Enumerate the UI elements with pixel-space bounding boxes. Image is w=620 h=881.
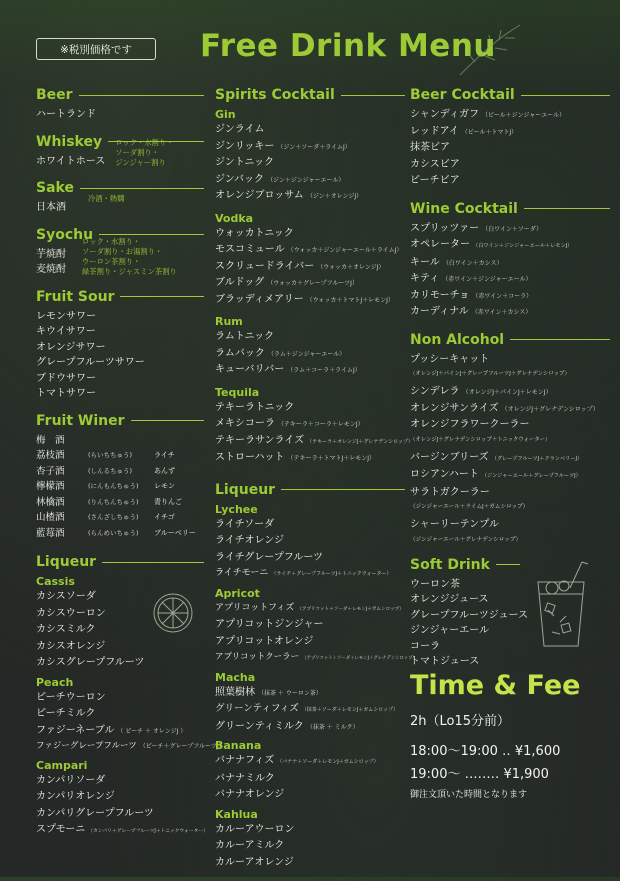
menu-item xyxy=(215,822,405,839)
wine-fruit: イチゴ xyxy=(154,513,175,521)
item-note: （ジンジャーエール＋グレープフルーツJ） xyxy=(481,473,581,479)
item-name: ジントニック xyxy=(215,157,274,168)
wine-name: 山楂酒 xyxy=(36,512,65,523)
group-heading: Cassis xyxy=(36,575,75,588)
serving-note xyxy=(115,138,173,170)
item-note: （ラム＋ジンジャーエール） xyxy=(267,350,346,358)
item-name: カシスビア xyxy=(410,158,460,170)
menu-item: ハートランド xyxy=(36,109,96,120)
item-note: （ライチ＋グレープフルーツJ＋トニックウォーター） xyxy=(271,571,392,577)
item-name: カシスミルク xyxy=(36,624,96,635)
menu-item: キウイサワー xyxy=(36,326,96,337)
item-note: （テキーラ＋コーラ＋レモンJ） xyxy=(277,421,364,428)
menu-item xyxy=(215,450,405,467)
item-note: （オレンジJ＋パインJ＋グレープフルーツJ＋グレナデンシロップ） xyxy=(410,371,570,377)
item-name: ロシアンハート xyxy=(410,469,479,480)
wine-reading: (にんもんちゅう) xyxy=(88,482,139,490)
item-name: オレンジサンライズ xyxy=(410,402,499,414)
item-note: （オレンジJ＋パインJ＋レモンJ） xyxy=(462,389,552,396)
menu-item: グレープフルーツサワー xyxy=(36,357,145,368)
menu-item xyxy=(410,304,610,321)
heading-text: Whiskey xyxy=(36,133,103,150)
wine-name: 杏子酒 xyxy=(36,465,65,477)
note-line: ウーロン茶割り・ xyxy=(82,256,141,266)
heading-rule xyxy=(524,208,610,209)
group-heading: Rum xyxy=(215,315,243,328)
menu-item xyxy=(215,650,418,667)
item-name: シャーリーテンプル xyxy=(410,519,499,530)
menu-item xyxy=(410,417,610,433)
menu-item: 日本酒 xyxy=(36,202,66,213)
item-name: カルーアウーロン xyxy=(215,823,295,835)
fruit-wine-row xyxy=(36,526,204,542)
page-title: Free Drink Menu xyxy=(200,28,496,64)
item-name: アプリコットオレンジ xyxy=(215,635,314,647)
item-name: ラムトニック xyxy=(215,331,275,342)
item-name: レッドアイ xyxy=(410,125,459,137)
menu-item xyxy=(410,124,610,141)
serving-note xyxy=(88,194,124,216)
group-heading: Macha xyxy=(215,670,256,684)
heading-rule xyxy=(131,420,204,421)
section-spirits-cocktail xyxy=(215,86,414,467)
item-note: （ ピーチ ＋ オレンジJ ） xyxy=(117,727,187,735)
item-name: オレンジフラワークーラー xyxy=(410,419,530,430)
menu-item: 芋焼酎 xyxy=(36,248,66,260)
menu-item xyxy=(410,221,610,238)
item-name: アプリコットフィズ xyxy=(215,602,295,613)
section-heading xyxy=(36,288,204,306)
item-name: ブラッディメアリー xyxy=(215,293,304,305)
item-name: ライチグレープフルーツ xyxy=(215,551,323,563)
note-line: ソーダ割り・お湯割り・ xyxy=(82,246,163,256)
menu-item xyxy=(215,188,405,205)
note-line: ロック・水割り・ xyxy=(82,236,141,246)
time-note: 御注文頂いた時間となります xyxy=(410,790,528,800)
menu-item xyxy=(215,617,405,634)
menu-item: オレンジサワー xyxy=(36,341,106,353)
heading-text: Beer Cocktail xyxy=(410,87,515,103)
fruit-wine-row xyxy=(36,495,204,511)
menu-item-note-line xyxy=(410,433,610,446)
group-heading: Gin xyxy=(215,108,236,121)
menu-item xyxy=(36,773,204,790)
item-note: （カンパリ＋グレープフルーツJ＋トニックウォーター） xyxy=(88,829,209,834)
wine-name: 藍莓酒 xyxy=(36,527,65,539)
menu-item xyxy=(215,855,405,872)
menu-item xyxy=(36,706,204,723)
menu-item xyxy=(215,634,405,651)
group-heading: Peach xyxy=(36,675,74,689)
menu-item: ウーロン茶 xyxy=(410,578,460,590)
item-name: ライチオレンジ xyxy=(215,535,284,546)
wine-fruit: レモン xyxy=(154,482,175,490)
section-heading xyxy=(36,86,204,104)
menu-item xyxy=(36,723,204,740)
note-line: 緑茶割り・ジャスミン茶割り xyxy=(82,266,177,276)
item-name: カシスオレンジ xyxy=(36,640,106,652)
item-note: （抹茶 ＋ ミルク） xyxy=(306,723,359,731)
heading-text: Beer xyxy=(36,87,73,103)
item-note: （ジン＋オレンジJ） xyxy=(306,193,363,200)
item-name: アプリコットクーラー xyxy=(215,652,300,662)
item-note: （白ワイン＋ソーダ） xyxy=(482,225,543,233)
item-name: カンパリオレンジ xyxy=(36,791,115,802)
menu-item xyxy=(215,566,405,583)
menu-item: ブドウサワー xyxy=(36,372,96,384)
wine-reading: (さんざしちゅう) xyxy=(88,513,139,521)
menu-item xyxy=(215,242,405,259)
menu-item xyxy=(215,771,405,788)
item-note: （アプリコット＋ソーダ＋レモンJ＋ガムシロップ） xyxy=(297,606,404,612)
item-name: バナナフィズ xyxy=(215,755,275,766)
wine-reading: (らいちちゅう) xyxy=(88,451,133,459)
item-name: スプモーニ xyxy=(36,824,86,835)
menu-item xyxy=(215,346,405,363)
heading-text: Liqueur xyxy=(215,481,276,498)
item-name: ストローハット xyxy=(215,452,285,463)
lemon-icon xyxy=(150,590,196,636)
item-note: （赤ワイン＋ジンジャーエール） xyxy=(442,276,532,283)
item-name: ライチソーダ xyxy=(215,518,275,530)
menu-item xyxy=(215,329,405,346)
group-heading: Lychee xyxy=(215,502,258,516)
heading-rule xyxy=(521,95,610,96)
item-note: （テキーラ＋トマトJ＋レモンJ） xyxy=(287,455,376,462)
item-name: サラトガクーラー xyxy=(410,486,490,498)
item-name: オペレーター xyxy=(410,239,470,250)
menu-item xyxy=(215,226,405,243)
heading-rule xyxy=(79,95,204,96)
heading-rule xyxy=(120,296,204,297)
item-note: （白ワイン＋カシス） xyxy=(442,259,503,267)
heading-text: Non Alcohol xyxy=(410,331,505,348)
menu-item xyxy=(36,739,225,755)
menu-item xyxy=(215,292,405,309)
section-heading xyxy=(215,86,405,104)
menu-item xyxy=(410,467,610,485)
item-name: カルーアオレンジ xyxy=(215,856,294,868)
menu-item: グレープフルーツジュース xyxy=(410,609,528,621)
menu-item xyxy=(215,517,405,534)
wine-fruit: あんず xyxy=(154,466,175,475)
menu-item xyxy=(215,139,405,156)
item-name: オレンジブロッサム xyxy=(215,190,304,201)
section-heading xyxy=(410,86,610,104)
wine-reading: (らんめいちゅう) xyxy=(88,528,139,537)
section-fruit-sour xyxy=(36,288,204,402)
wine-name: 梅 酒 xyxy=(36,434,65,446)
item-name: メキシコーラ xyxy=(215,418,275,429)
item-name: キティ xyxy=(410,273,440,284)
item-note: （抹茶 ＋ ウーロン茶） xyxy=(258,689,322,697)
menu-item xyxy=(410,450,610,468)
menu-item: トマトサワー xyxy=(36,388,96,399)
item-name: ブルドッグ xyxy=(215,277,265,288)
heading-text: Fruit Sour xyxy=(36,288,115,305)
wine-name: 檸檬酒 xyxy=(36,481,65,492)
item-name: ジンライム xyxy=(215,124,265,135)
item-name: ウォッカトニック xyxy=(215,227,294,239)
item-note: （ビール＋トマトJ） xyxy=(461,128,518,136)
menu-item xyxy=(215,433,414,451)
group-heading: Tequila xyxy=(215,385,260,399)
heading-rule xyxy=(281,489,405,490)
section-syochu xyxy=(36,226,204,278)
menu-item xyxy=(215,416,405,433)
herb-icon xyxy=(455,20,525,80)
menu-item xyxy=(215,753,405,771)
item-name: テキーラサンライズ xyxy=(215,434,305,446)
item-name: カシスグレープフルーツ xyxy=(36,657,145,668)
heading-rule xyxy=(99,234,204,235)
menu-item xyxy=(36,690,204,707)
serving-note xyxy=(82,237,177,278)
item-name: グリーンティミルク xyxy=(215,720,304,732)
section-heading xyxy=(410,556,520,574)
item-name: ファジーネーブル xyxy=(36,724,115,736)
heading-rule xyxy=(496,564,520,565)
item-note: （抹茶＋ソーダ＋レモンJ＋ガムシロップ） xyxy=(301,707,399,713)
menu-item xyxy=(410,384,610,401)
section-sake xyxy=(36,179,204,216)
section-heading xyxy=(410,200,610,218)
item-note: （ウォッカ＋グレープフルーツJ） xyxy=(267,280,358,287)
menu-item xyxy=(410,140,610,157)
item-name: ピーチウーロン xyxy=(36,691,106,703)
item-note: （アプリコット＋ソーダ＋レモンJ＋グレナデンシロップ） xyxy=(302,656,418,661)
item-group xyxy=(36,194,204,216)
item-note: （ビール＋ジンジャーエール） xyxy=(482,112,566,119)
menu-item xyxy=(410,401,610,418)
menu-item xyxy=(410,107,610,124)
menu-item xyxy=(215,400,405,417)
item-name: キール xyxy=(410,256,440,268)
item-note: （赤ワイン＋コーラ） xyxy=(472,292,533,300)
heading-text: Soft Drink xyxy=(410,556,490,573)
menu-item xyxy=(410,517,610,533)
menu-item xyxy=(215,838,405,855)
item-name: カンパリソーダ xyxy=(36,774,106,786)
menu-item xyxy=(36,806,204,823)
heading-text: Liqueur xyxy=(36,554,97,570)
price-early: 18:00〜19:00 ‥ ¥1,600 xyxy=(410,744,561,759)
menu-item xyxy=(215,533,405,550)
cocktail-glass-icon xyxy=(530,560,592,652)
item-note: （ピーチ＋グレープフルーツJ） xyxy=(139,743,225,750)
group-heading: Vodka xyxy=(215,211,254,225)
section-fruit-winer xyxy=(36,412,204,542)
item-note: （テキーラ＋オレンジJ＋グレナデンシロップ） xyxy=(307,438,414,445)
item-name: 抹茶ビア xyxy=(410,142,450,153)
menu-item xyxy=(215,701,405,719)
section-heading xyxy=(215,481,405,499)
wine-name: 林檎酒 xyxy=(36,496,65,508)
column-2 xyxy=(215,86,418,881)
item-name: 照葉樹林 xyxy=(215,686,255,698)
heading-text: Sake xyxy=(36,180,74,196)
menu-item xyxy=(215,155,405,172)
menu-item-note-line xyxy=(410,367,610,380)
item-note: （ジン＋ソーダ＋ライムJ） xyxy=(277,143,351,151)
item-note: （ジン＋ジンジャーエール） xyxy=(267,176,345,184)
item-name: テキーラトニック xyxy=(215,401,295,413)
section-wine-cocktail xyxy=(410,200,610,321)
fruit-wine-row xyxy=(36,433,204,449)
item-name: モスコミュール xyxy=(215,244,285,255)
heading-rule xyxy=(510,339,610,340)
menu-item: コーラ xyxy=(410,640,440,652)
heading-rule xyxy=(341,95,405,96)
fruit-wine-row xyxy=(36,479,204,495)
section-beer xyxy=(36,86,204,123)
column-1 xyxy=(36,86,225,850)
menu-item xyxy=(215,362,405,379)
wine-fruit: ブルーベリー xyxy=(154,528,196,537)
item-note: （ウォッカ＋ジンジャーエール＋ライムJ） xyxy=(287,247,403,254)
item-note: （赤ワイン＋カシス） xyxy=(471,309,532,316)
item-name: スクリュードライバー xyxy=(215,260,315,272)
menu-item xyxy=(36,822,209,840)
tax-note: ※税別価格です xyxy=(36,38,156,60)
item-name: カーディナル xyxy=(410,306,469,317)
item-note: （ウォッカ＋オレンジJ） xyxy=(317,263,385,271)
heading-text: Fruit Winer xyxy=(36,412,125,429)
menu-item-note-line xyxy=(410,533,610,546)
price-late: 19:00〜 ‥‥‥‥ ¥1,900 xyxy=(410,767,549,782)
group-heading: Apricot xyxy=(215,586,260,600)
wine-fruit: ライチ xyxy=(154,451,175,459)
menu-item xyxy=(410,271,610,288)
section-heading xyxy=(36,412,204,430)
menu-item: 麦焼酎 xyxy=(36,264,66,275)
note-line: ソーダ割り・ xyxy=(115,147,159,157)
section-heading xyxy=(410,331,610,349)
item-name: バナナミルク xyxy=(215,772,275,784)
item-name: シンデレラ xyxy=(410,386,460,397)
item-name: カルーアミルク xyxy=(215,840,285,851)
item-name: ラムバック xyxy=(215,347,265,359)
menu-item xyxy=(36,789,204,806)
item-name: ライチモーニ xyxy=(215,568,269,578)
heading-text: Syochu xyxy=(36,226,94,243)
group-heading: Campari xyxy=(36,758,88,772)
menu-item xyxy=(215,719,405,736)
menu-item: ジンジャーエール xyxy=(410,625,490,636)
menu-item: ホワイトホース xyxy=(36,155,106,167)
section-whiskey xyxy=(36,133,204,170)
item-name: アプリコットジンジャー xyxy=(215,619,324,630)
item-name: カリモーチョ xyxy=(410,289,470,301)
note-line: ロック・水割り・ xyxy=(115,137,174,147)
heading-rule xyxy=(80,188,204,189)
wine-fruit: 青りんご xyxy=(154,497,182,506)
item-name: ジンバック xyxy=(215,173,265,185)
section-non-alcohol xyxy=(410,331,610,546)
item-name: スプリッツァー xyxy=(410,222,480,234)
item-note: （ウォッカ＋トマトJ＋レモンJ） xyxy=(306,296,394,304)
time-fee-title: Time & Fee xyxy=(410,670,581,701)
note-line: 冷酒・熱燗 xyxy=(88,194,125,203)
wine-reading: (りんちんちゅう) xyxy=(88,497,139,506)
item-name: バナナオレンジ xyxy=(215,789,285,800)
menu-item xyxy=(410,352,610,368)
item-name: カンパリグレープフルーツ xyxy=(36,807,154,819)
item-name: バージンブリーズ xyxy=(410,451,489,463)
item-name: プッシーキャット xyxy=(410,353,490,365)
item-note: （オレンジJ＋グレナデンシロップ＋トニックウォーター） xyxy=(410,436,551,443)
item-note: （白ワイン＋ジンジャーエール＋レモンJ） xyxy=(473,243,573,249)
section-beer-cocktail xyxy=(410,86,610,190)
menu-item xyxy=(410,485,610,501)
duration: 2h（Lo15分前） xyxy=(410,714,511,729)
item-name: グリーンティフィズ xyxy=(215,703,299,714)
heading-text: Wine Cocktail xyxy=(410,200,518,217)
menu-item xyxy=(215,259,405,276)
item-note: （ジンジャーエール＋グレナデンシロップ） xyxy=(410,536,522,543)
menu-item xyxy=(215,275,405,292)
menu-item xyxy=(215,550,405,567)
menu-item xyxy=(215,172,405,189)
item-name: カシスウーロン xyxy=(36,607,106,619)
item-note: （オレンジJ＋グレナデンシロップ） xyxy=(501,405,599,413)
item-group xyxy=(36,236,204,278)
menu-item xyxy=(36,655,204,672)
menu-item xyxy=(410,173,610,190)
menu-item: レモンサワー xyxy=(36,310,96,322)
menu-item xyxy=(215,122,405,139)
menu-item: オレンジジュース xyxy=(410,594,489,605)
menu-item xyxy=(410,237,610,255)
section-heading xyxy=(36,553,204,571)
group-heading: Banana xyxy=(215,739,262,752)
item-name: キューバリバー xyxy=(215,364,285,375)
heading-text: Spirits Cocktail xyxy=(215,87,335,103)
fruit-wine-row xyxy=(36,448,204,464)
menu-item xyxy=(215,685,405,702)
menu-item xyxy=(215,601,405,618)
menu-item: トマトジュース xyxy=(410,656,480,667)
heading-rule xyxy=(102,562,204,563)
item-name: ファジーグレープフルーツ xyxy=(36,741,137,751)
item-name: ピーチミルク xyxy=(36,708,96,719)
fruit-wine-row xyxy=(36,464,204,480)
wine-reading: (しんるちゅう) xyxy=(88,466,133,475)
menu-item xyxy=(36,639,204,656)
section-liqueur-center xyxy=(215,481,418,872)
item-note: （ラム＋コーラ＋ライムJ） xyxy=(287,367,361,374)
item-note: （ジンジャーエール＋ライムJ＋ガムシロップ） xyxy=(410,504,529,510)
item-name: ピーチビア xyxy=(410,175,460,186)
menu-item xyxy=(410,157,610,174)
menu-item xyxy=(215,787,405,804)
item-name: シャンディガフ xyxy=(410,109,479,120)
item-note: （グレープフルーツJ＋クランベリーJ） xyxy=(491,455,583,462)
group-heading: Kahlua xyxy=(215,807,258,821)
menu-item xyxy=(410,288,610,305)
wine-reading xyxy=(88,433,154,449)
item-note: （バナナ＋ソーダ＋レモンJ＋ガムシロップ） xyxy=(277,759,379,765)
item-name: ジンリッキー xyxy=(215,140,275,152)
fruit-wine-row xyxy=(36,510,204,526)
menu-item xyxy=(410,255,610,272)
menu-item-note-line xyxy=(410,500,610,513)
item-name: カシスソーダ xyxy=(36,591,96,602)
note-line: ジンジャー割り xyxy=(115,157,166,167)
wine-name: 荔枝酒 xyxy=(36,450,65,461)
